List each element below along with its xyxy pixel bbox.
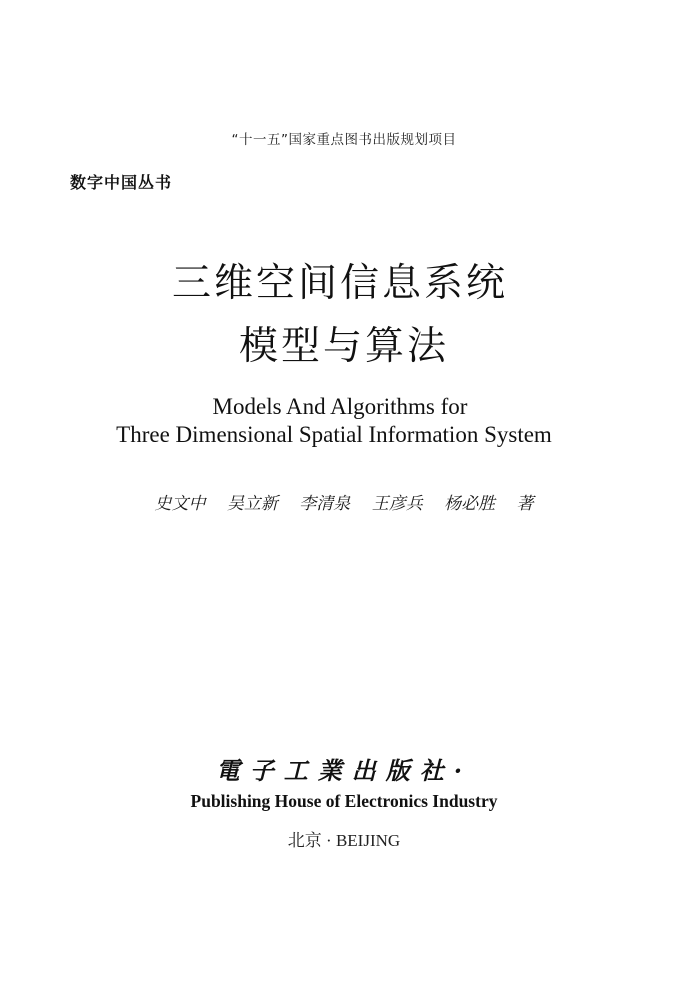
publisher-city: 北京 · BEIJING <box>287 831 401 850</box>
title-en-line-1: Models And Algorithms for <box>212 394 468 419</box>
publisher-name-en: Publishing House of Electronics Industry <box>190 791 498 811</box>
series-name: 数字中国丛书 <box>70 173 173 192</box>
author-name: 王彦兵 <box>371 494 423 514</box>
author-list <box>0 489 688 514</box>
author-name: 李清泉 <box>299 494 351 514</box>
title-en-line-2: Three Dimensional Spatial Information System <box>116 422 552 447</box>
series-project-label: “十一五”国家重点图书出版规划项目 <box>231 132 457 148</box>
author-name: 杨必胜 <box>444 494 496 514</box>
title-zh-line-1: 三维空间信息系统 <box>171 261 508 306</box>
author-role: 著 <box>516 494 534 514</box>
author-name: 吴立新 <box>226 494 278 514</box>
title-zh-line-2: 模型与算法 <box>238 324 449 369</box>
publisher-name-zh: 電子工業出版社· <box>215 756 473 785</box>
author-name: 史文中 <box>154 494 206 514</box>
